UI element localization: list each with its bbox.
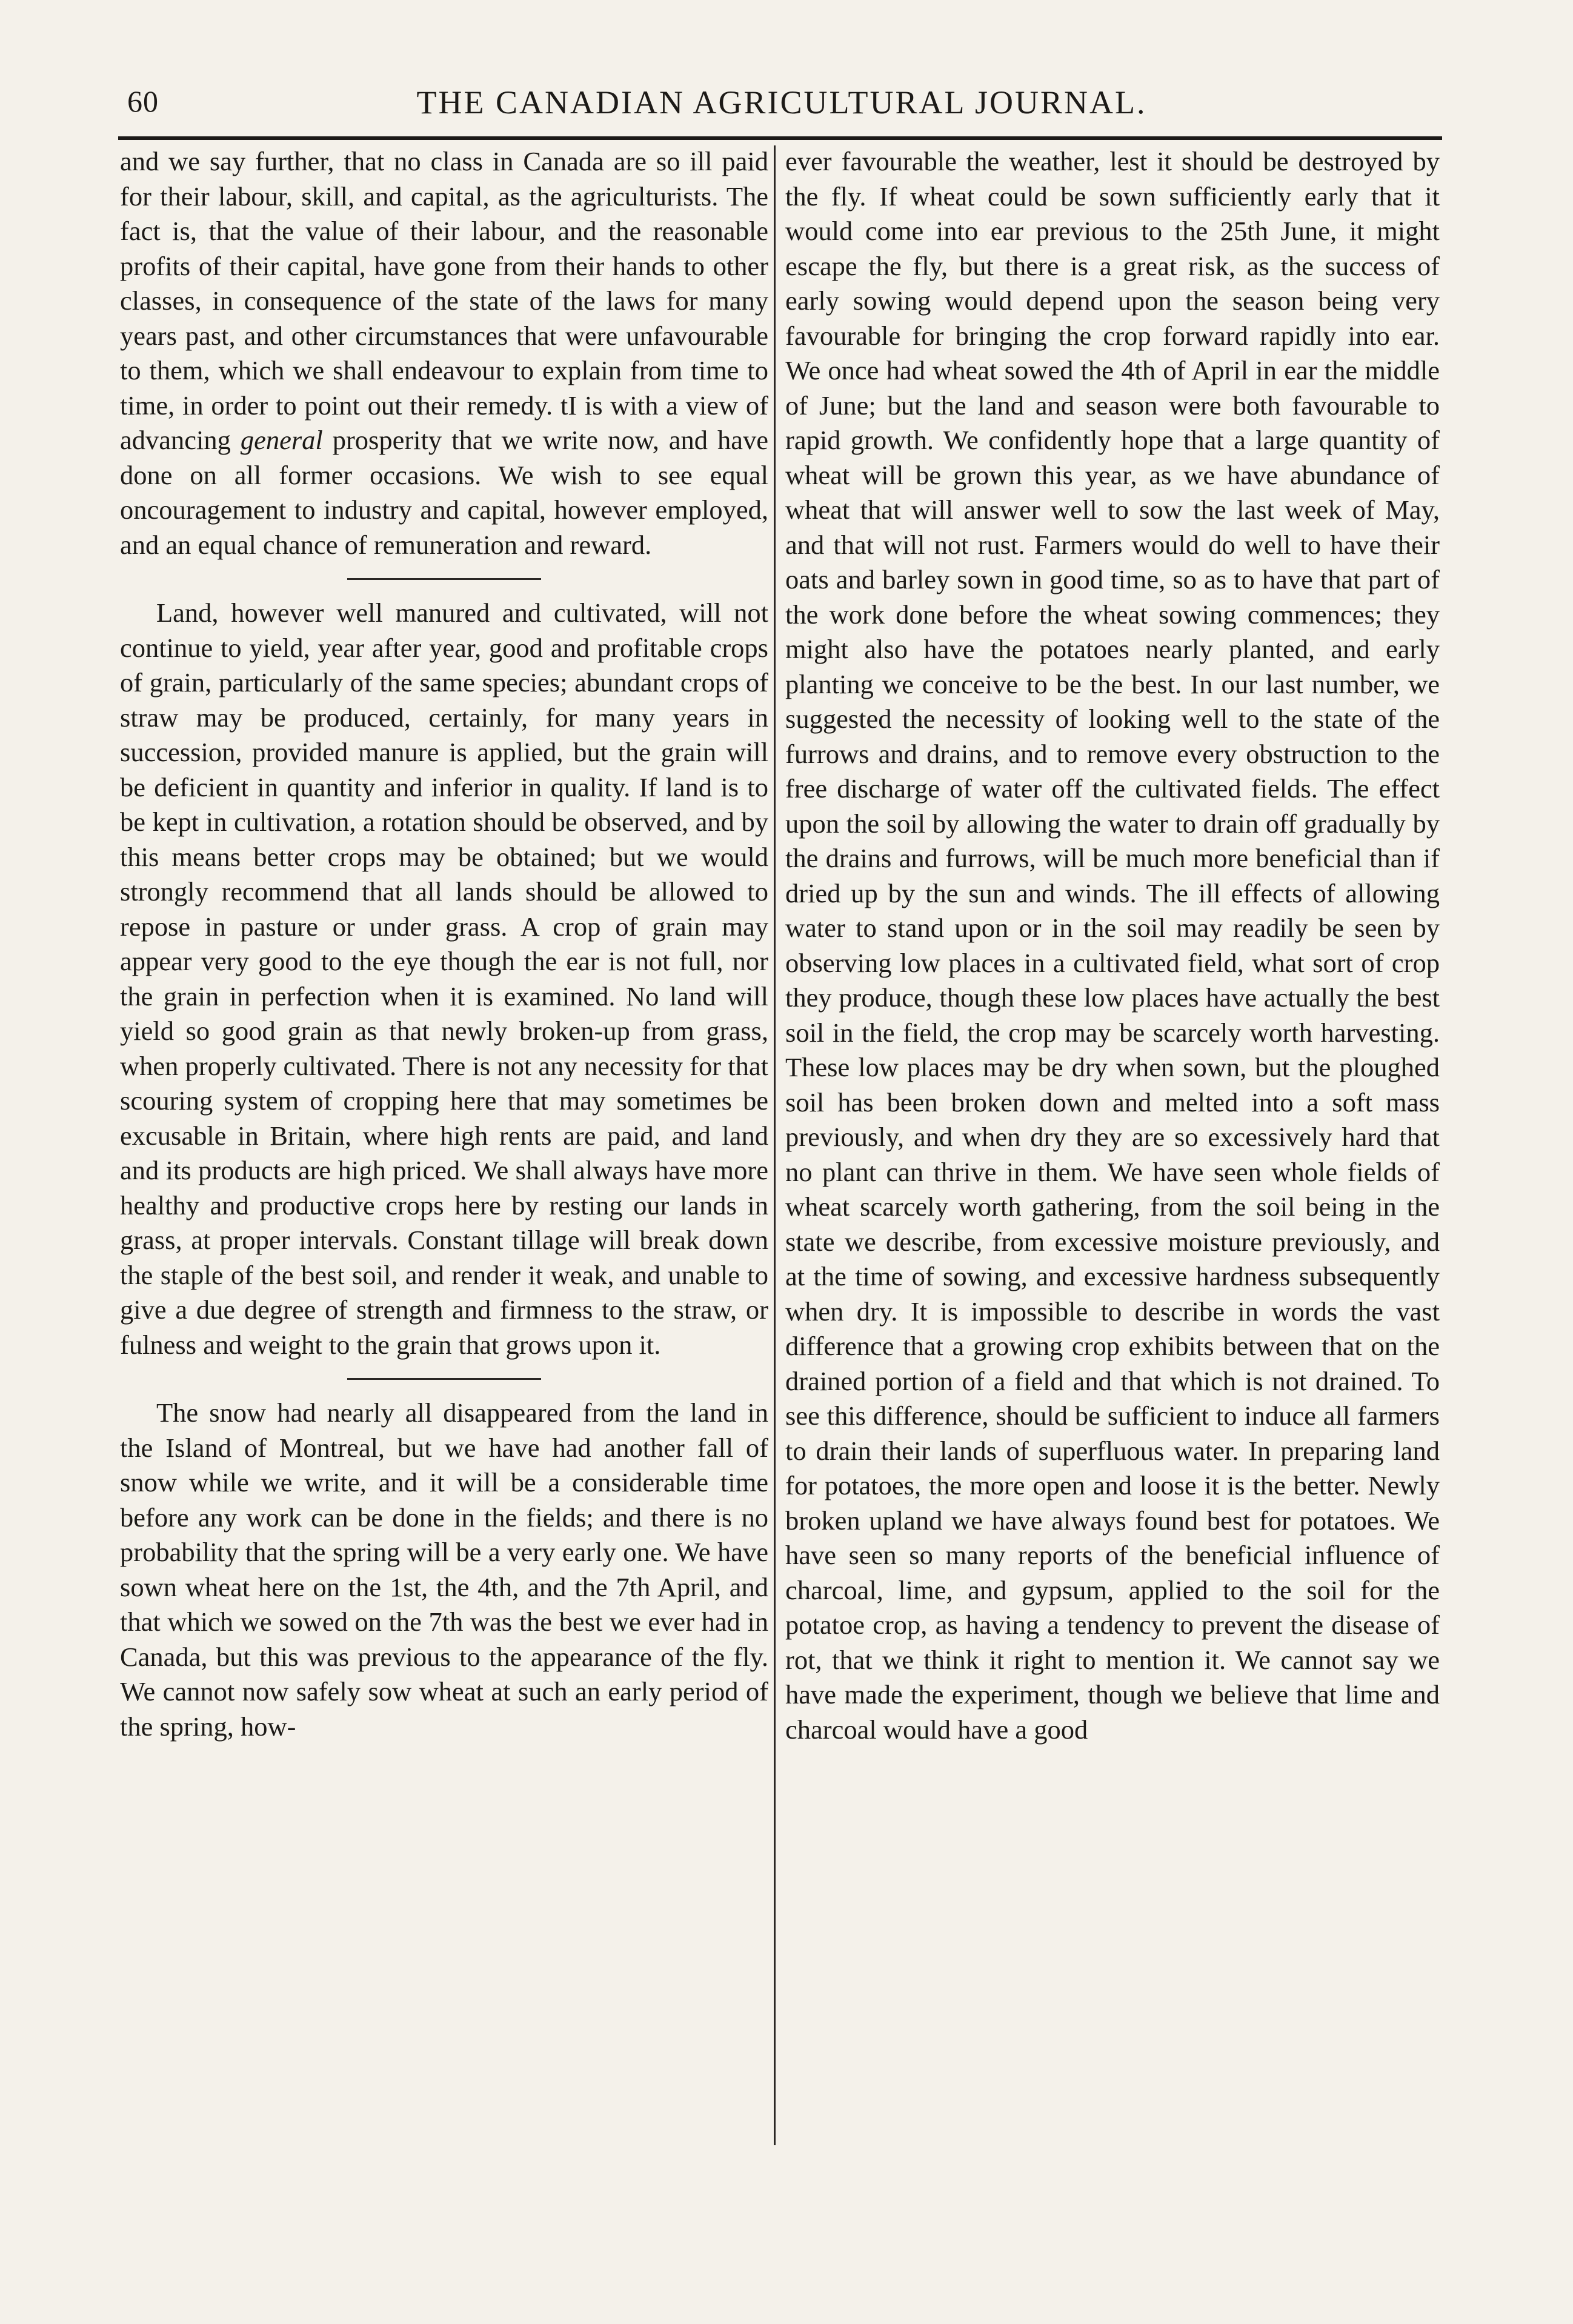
left-paragraph-1 xyxy=(120,144,768,562)
left-paragraph-1-text-a: and we say further, that no class in Canada are so ill paid for their labour, skill, and capital, as the agriculturists. The fact is, that the value of their labour, and the reasonable profits of their capital, have gone from their hands to other classes, in consequence of the state of the laws for many years past, and other circumstances that were unfavourable to them, which we shall endeavour to explain from time to time, in order to point out their remedy. tI is with a view of advancing xyxy=(120,146,768,455)
left-paragraph-3: The snow had nearly all disappeared from the land in the Island of Montreal, but we have had another fall of snow while we write, and it will be a considerable time before any work can be done in the fields; and there is no probability that the spring will be a very early one. We have sown wheat here on the 1st, the 4th, and the 7th April, and that which we sowed on the 7th was the best we ever had in Canada, but this was previous to the appearance of the fly. We cannot now safely sow wheat at such an early period of the spring, how- xyxy=(120,1397,768,1742)
journal-title: THE CANADIAN AGRICULTURAL JOURNAL. xyxy=(416,84,1147,121)
left-paragraph-2: Land, however well manured and cultivated, will not continue to yield, year after year, good and profitable crops of grain, particularly of the same species; abundant crops of straw may be produced, certainly, for many years in succession, provided manure is applied, but the grain will be deficient in quantity and inferior in quality. If land is to be kept in cultivation, a rotation should be observed, and by this means better crops may be obtained; but we would strongly recommend that all lands should be allowed to repose in pasture or under grass. A crop of grain may appear very good to the eye though the ear is not full, nor the grain in perfection when it is examined. No land will yield so good grain as that newly broken-up from grass, when properly cultivated. There is not any necessity for that scouring system of cropping here that may sometimes be excusable in Britain, where high rents are paid, and land and its products are high priced. We shall always have more healthy and productive crops here by resting our lands in grass, at proper intervals. Constant tillage will break down the staple of the best soil, and render it weak, and unable to give a due degree of strength and firmness to the straw, or fulness and weight to the grain that grows upon it. xyxy=(120,598,768,1360)
page-header xyxy=(121,84,1442,138)
left-column xyxy=(120,144,768,1744)
column-divider xyxy=(774,145,776,2145)
right-paragraph-1: ever favourable the weather, lest it should be destroyed by the fly. If wheat could be sown sufficiently early that it would come into ear previous to the 25th June, it might escape the fly, but there is a great risk, as the success of early sowing would depend upon the season being very favourable for bringing the crop forward rapidly into ear. We once had wheat sowed the 4th of April in ear the middle of June; but the land and season were both favourable to rapid growth. We confidently hope that a large quantity of wheat will be grown this year, as we have abundance of wheat that will answer well to sow the last week of May, and that will not rust. Farmers would do well to have their oats and barley sown in good time, so as to have that part of the work done before the wheat sowing commences; they might also have the potatoes nearly planted, and early planting we conceive to be the best. In our last number, we suggested the necessity of looking well to the state of the furrows and drains, and to remove every obstruction to the free discharge of water off the cultivated fields. The effect upon the soil by allowing the water to drain off gradually by the drains and furrows, will be much more beneficial than if dried up by the sun and winds. The ill effects of allowing water to stand upon or in the soil may readily be seen by observing low places in a cultivated field, what sort of crop they produce, though these low places have actually the best soil in the field, the crop may be scarcely worth harvesting. These low places may be dry when sown, but the ploughed soil has been broken down and melted into a soft mass previously, and when dry they are so excessively hard that no plant can thrive in them. We have seen whole fields of wheat scarcely worth gathering, from the soil being in the state we describe, from excessive moisture previously, and at the time of sowing, and excessive hardness subsequently when dry. It is impossible to describe in words the vast difference that a growing crop exhibits between that on the drained portion of a field and that which is not drained. To see this difference, should be sufficient to induce all farmers to drain their lands of superfluous water. In preparing land for potatoes, the more open and loose it is the better. Newly broken upland we have always found best for potatoes. We have seen so many reports of the beneficial influence of charcoal, lime, and gypsum, applied to the soil for the potatoe crop, as having a tendency to prevent the disease of rot, that we think it right to mention it. We cannot say we have made the experiment, though we believe that lime and charcoal would have a good xyxy=(785,146,1440,1745)
left-paragraph-1-emphasis: general xyxy=(240,425,323,455)
section-separator-1 xyxy=(347,578,541,580)
right-column xyxy=(785,144,1440,1747)
page-number: 60 xyxy=(127,84,159,118)
left-paragraph-1-text-b: prosperity that we write now, and have done on all former occasions. We wish to see equal oncouragement to industry and capital, however employed, and an equal chance of remuneration and reward. xyxy=(120,425,769,560)
header-rule xyxy=(118,136,1442,140)
section-separator-2 xyxy=(347,1378,541,1380)
